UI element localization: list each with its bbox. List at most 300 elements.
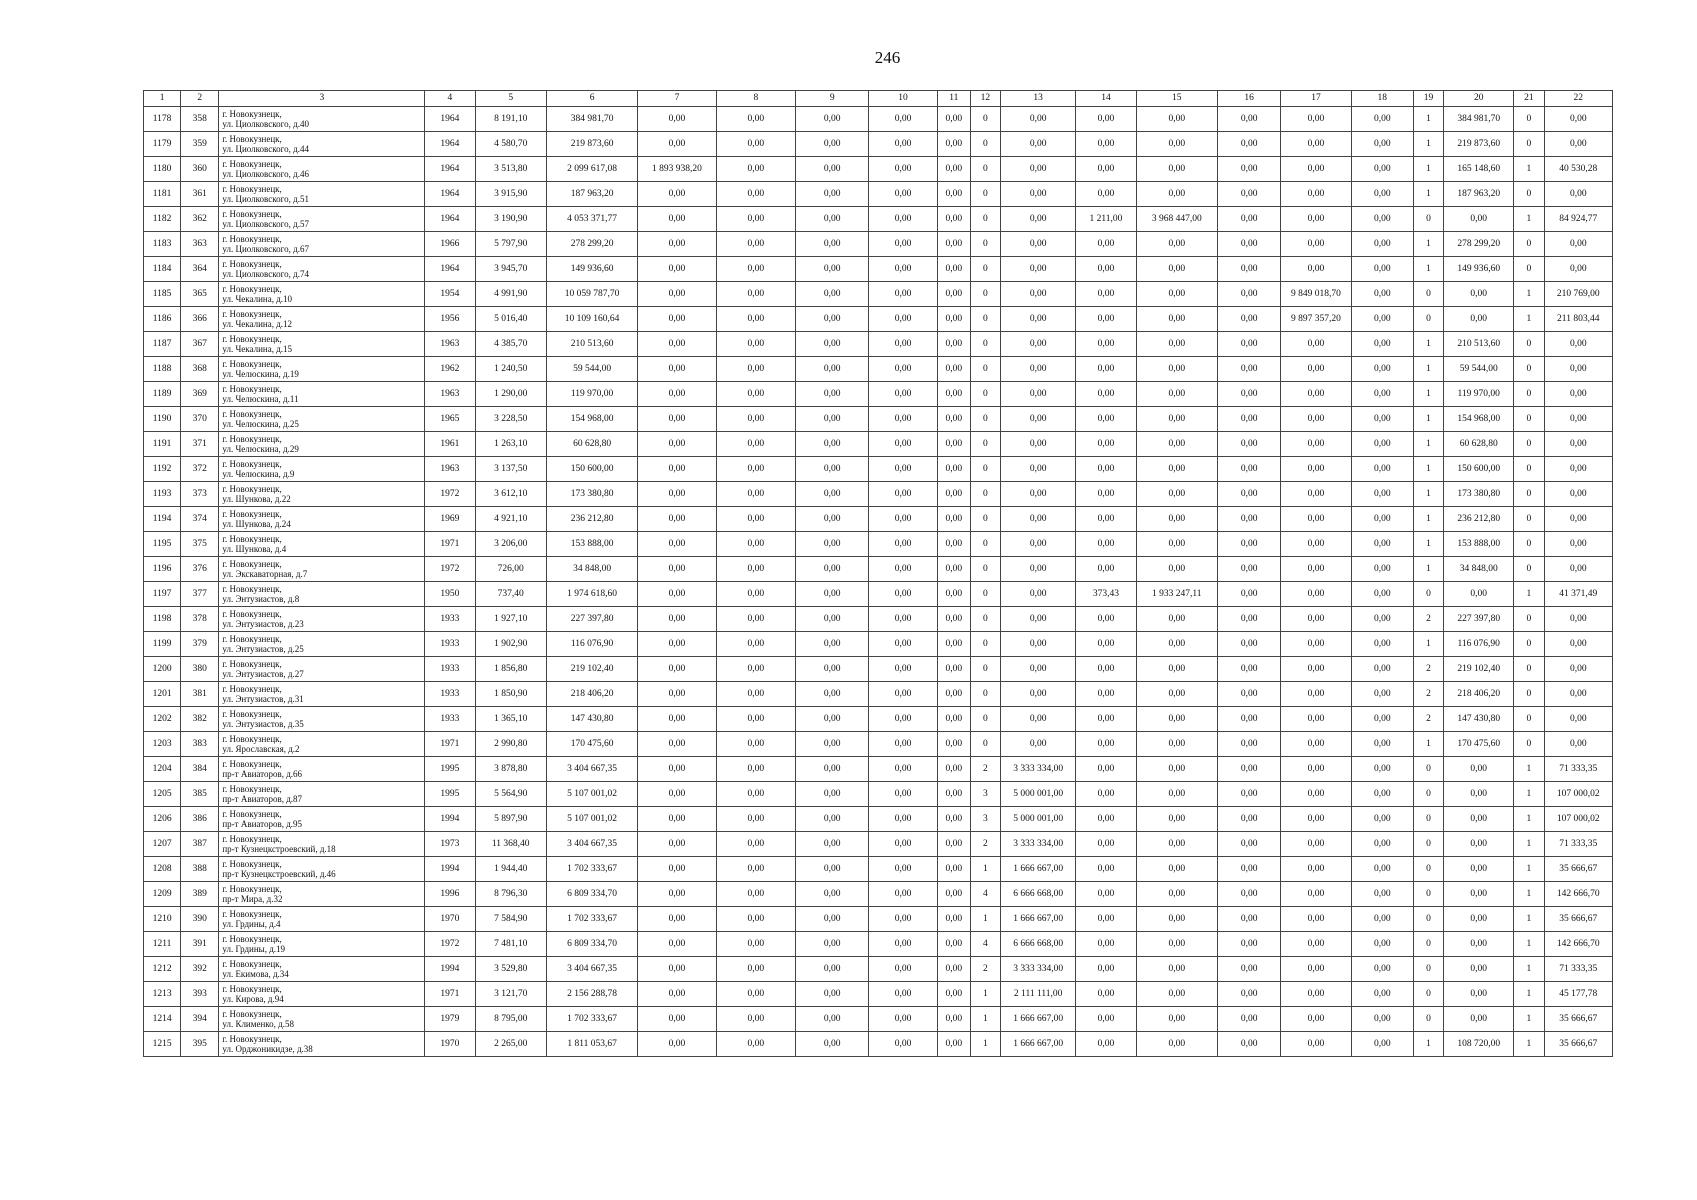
table-cell: 0,00 (1281, 132, 1351, 157)
address-line: ул. Энтузиастов, д.35 (222, 719, 304, 729)
address-line: г. Новокузнецк, (222, 284, 282, 294)
table-cell: 0,00 (1351, 682, 1413, 707)
table-cell: 0,00 (638, 1032, 716, 1057)
table-cell: 0,00 (1544, 182, 1613, 207)
table-row (144, 757, 1613, 782)
table-cell: 1954 (425, 282, 475, 307)
table-cell: 0 (970, 107, 1000, 132)
address-line: г. Новокузнецк, (222, 384, 282, 394)
table-cell: 1 (1413, 557, 1443, 582)
table-cell: 383 (181, 732, 219, 757)
table-cell: 0,00 (1217, 182, 1280, 207)
table-cell: 3 404 667,35 (546, 832, 637, 857)
table-cell: 1 (970, 857, 1000, 882)
table-cell: 0 (1413, 207, 1443, 232)
table-cell: 34 848,00 (1444, 557, 1514, 582)
address-line: ул. Экскаваторная, д.7 (222, 569, 308, 579)
table-cell: 0,00 (1076, 657, 1136, 682)
table-cell: 0,00 (1444, 282, 1514, 307)
table-cell: 0,00 (937, 607, 970, 632)
address-cell (219, 857, 425, 882)
table-cell: 116 076,90 (546, 632, 637, 657)
table-cell: 0,00 (1217, 357, 1280, 382)
table-cell: 0,00 (796, 857, 869, 882)
table-cell: 1182 (144, 207, 181, 232)
table-cell: 1192 (144, 457, 181, 482)
table-cell: 1972 (425, 482, 475, 507)
table-cell: 0,00 (937, 257, 970, 282)
table-cell: 0 (1413, 907, 1443, 932)
table-cell: 0,00 (1136, 682, 1217, 707)
table-cell: 0,00 (1544, 232, 1613, 257)
address-line: г. Новокузнецк, (222, 1034, 282, 1044)
table-cell: 119 970,00 (546, 382, 637, 407)
table-cell: 0,00 (796, 207, 869, 232)
table-cell: 0 (970, 182, 1000, 207)
address-cell (219, 432, 425, 457)
address-line: г. Новокузнецк, (222, 184, 282, 194)
table-cell: 236 212,80 (546, 507, 637, 532)
table-cell: 0,00 (716, 907, 795, 932)
table-cell: 45 177,78 (1544, 982, 1613, 1007)
table-cell: 0,00 (1281, 832, 1351, 857)
page-number: 246 (874, 48, 901, 67)
table-cell: 393 (181, 982, 219, 1007)
table-cell: 1205 (144, 782, 181, 807)
table-cell: 0,00 (1544, 607, 1613, 632)
table-cell: 0,00 (1281, 382, 1351, 407)
table-cell: 0,00 (1217, 232, 1280, 257)
table-cell: 1 (1514, 282, 1544, 307)
table-cell: 0,00 (716, 157, 795, 182)
table-cell: 0,00 (937, 907, 970, 932)
table-cell: 1 (1413, 432, 1443, 457)
table-cell: 0,00 (1351, 132, 1413, 157)
table-cell: 0 (1514, 257, 1544, 282)
table-cell: 0,00 (1281, 582, 1351, 607)
table-cell: 0,00 (1544, 557, 1613, 582)
table-cell: 0,00 (638, 932, 716, 957)
table-cell: 2 (1413, 607, 1443, 632)
table-cell: 9 849 018,70 (1281, 282, 1351, 307)
table-cell: 384 (181, 757, 219, 782)
address-line: г. Новокузнецк, (222, 984, 282, 994)
table-cell: 0,00 (638, 807, 716, 832)
address-line: г. Новокузнецк, (222, 309, 282, 319)
table-cell: 0,00 (1000, 507, 1075, 532)
table-cell: 0,00 (1000, 432, 1075, 457)
address-line: пр-т Авиаторов, д.66 (222, 769, 303, 779)
table-cell: 2 (1413, 682, 1443, 707)
table-cell: 3 333 334,00 (1000, 832, 1075, 857)
table-row (144, 957, 1613, 982)
table-cell: 227 397,80 (546, 607, 637, 632)
address-line: ул. Циолковского, д.46 (222, 169, 309, 179)
table-cell: 0,00 (716, 307, 795, 332)
address-cell (219, 307, 425, 332)
table-cell: 0,00 (937, 1007, 970, 1032)
address-line: г. Новокузнецк, (222, 684, 282, 694)
table-cell: 0,00 (716, 982, 795, 1007)
table-cell: 0,00 (1544, 507, 1613, 532)
table-cell: 1199 (144, 632, 181, 657)
table-cell: 0 (970, 382, 1000, 407)
table-cell: 371 (181, 432, 219, 457)
table-cell: 0,00 (1000, 357, 1075, 382)
table-cell: 0,00 (869, 457, 937, 482)
table-cell: 1996 (425, 882, 475, 907)
table-cell: 107 000,02 (1544, 807, 1613, 832)
table-row (144, 1032, 1613, 1057)
table-cell: 8 191,10 (475, 107, 546, 132)
table-cell: 0,00 (937, 857, 970, 882)
table-cell: 0,00 (1444, 1007, 1514, 1032)
table-cell: 0,00 (1281, 732, 1351, 757)
table-cell: 388 (181, 857, 219, 882)
table-cell: 170 475,60 (546, 732, 637, 757)
table-cell: 1 (1514, 907, 1544, 932)
address-line: ул. Орджоникидзе, д.38 (222, 1044, 313, 1054)
table-cell: 0 (1514, 232, 1544, 257)
table-cell: 364 (181, 257, 219, 282)
table-row (144, 782, 1613, 807)
column-header: 6 (546, 91, 637, 107)
table-cell: 0,00 (1544, 332, 1613, 357)
table-cell: 210 513,60 (546, 332, 637, 357)
address-line: г. Новокузнецк, (222, 559, 282, 569)
column-header: 1 (144, 91, 181, 107)
table-cell: 0,00 (716, 782, 795, 807)
table-cell: 0 (1514, 357, 1544, 382)
table-cell: 0,00 (1136, 107, 1217, 132)
table-cell: 368 (181, 357, 219, 382)
table-cell: 0,00 (1544, 432, 1613, 457)
table-cell: 0,00 (1217, 332, 1280, 357)
table-cell: 0,00 (1444, 307, 1514, 332)
address-cell (219, 107, 425, 132)
table-cell: 0,00 (1076, 107, 1136, 132)
column-header: 12 (970, 91, 1000, 107)
table-cell: 0,00 (1281, 657, 1351, 682)
column-header: 11 (937, 91, 970, 107)
table-cell: 1198 (144, 607, 181, 632)
address-line: г. Новокузнецк, (222, 834, 282, 844)
table-cell: 0,00 (1000, 532, 1075, 557)
table-cell: 34 848,00 (546, 557, 637, 582)
table-cell: 1 (1413, 257, 1443, 282)
address-cell (219, 632, 425, 657)
table-cell: 0,00 (1136, 732, 1217, 757)
address-line: пр-т Кузнецкстроевский, д.18 (222, 844, 336, 854)
table-cell: 0,00 (1076, 907, 1136, 932)
table-cell: 0 (1413, 932, 1443, 957)
table-row (144, 882, 1613, 907)
table-cell: 373,43 (1076, 582, 1136, 607)
table-cell: 59 544,00 (1444, 357, 1514, 382)
column-header: 14 (1076, 91, 1136, 107)
table-cell: 0,00 (796, 457, 869, 482)
table-cell: 0,00 (638, 582, 716, 607)
table-row (144, 557, 1613, 582)
table-cell: 1972 (425, 557, 475, 582)
table-cell: 0,00 (796, 507, 869, 532)
table-cell: 3 333 334,00 (1000, 757, 1075, 782)
table-cell: 4 580,70 (475, 132, 546, 157)
table-cell: 0,00 (1544, 407, 1613, 432)
table-cell: 0,00 (1076, 682, 1136, 707)
table-cell: 0,00 (638, 457, 716, 482)
table-cell: 0,00 (796, 132, 869, 157)
table-cell: 0 (1514, 507, 1544, 532)
table-cell: 381 (181, 682, 219, 707)
table-cell: 0,00 (1351, 1032, 1413, 1057)
table-cell: 35 666,67 (1544, 907, 1613, 932)
table-cell: 1 (1413, 157, 1443, 182)
table-cell: 0,00 (937, 482, 970, 507)
table-cell: 0,00 (1281, 957, 1351, 982)
table-cell: 5 107 001,02 (546, 807, 637, 832)
table-cell: 0,00 (638, 282, 716, 307)
table-cell: 1 (1514, 207, 1544, 232)
table-cell: 153 888,00 (546, 532, 637, 557)
table-cell: 0,00 (1544, 732, 1613, 757)
table-cell: 1963 (425, 332, 475, 357)
address-line: ул. Челюскина, д.19 (222, 369, 299, 379)
table-cell: 71 333,35 (1544, 757, 1613, 782)
table-cell: 1 (1413, 532, 1443, 557)
table-cell: 0 (1413, 832, 1443, 857)
table-cell: 0 (970, 682, 1000, 707)
column-header: 19 (1413, 91, 1443, 107)
table-cell: 0,00 (638, 657, 716, 682)
table-cell: 0,00 (1076, 432, 1136, 457)
table-cell: 0,00 (1544, 707, 1613, 732)
table-cell: 0,00 (1281, 507, 1351, 532)
table-cell: 0 (970, 457, 1000, 482)
table-cell: 1179 (144, 132, 181, 157)
table-cell: 0 (1413, 807, 1443, 832)
table-cell: 0,00 (716, 1007, 795, 1032)
table-cell: 737,40 (475, 582, 546, 607)
table-row (144, 482, 1613, 507)
table-cell: 0,00 (796, 232, 869, 257)
table-cell: 1193 (144, 482, 181, 507)
table-cell: 0,00 (796, 707, 869, 732)
table-cell: 1188 (144, 357, 181, 382)
table-cell: 0,00 (869, 132, 937, 157)
table-cell: 0,00 (1000, 382, 1075, 407)
table-cell: 107 000,02 (1544, 782, 1613, 807)
table-cell: 0,00 (869, 257, 937, 282)
address-line: г. Новокузнецк, (222, 1009, 282, 1019)
table-row (144, 307, 1613, 332)
table-cell: 1971 (425, 982, 475, 1007)
table-cell: 0,00 (1217, 657, 1280, 682)
table-cell: 2 (970, 832, 1000, 857)
table-cell: 0,00 (1136, 257, 1217, 282)
table-cell: 0,00 (638, 907, 716, 932)
table-cell: 1180 (144, 157, 181, 182)
table-cell: 365 (181, 282, 219, 307)
table-cell: 0,00 (937, 157, 970, 182)
table-cell: 0,00 (1000, 657, 1075, 682)
table-cell: 219 873,60 (546, 132, 637, 157)
table-body (144, 107, 1613, 1057)
table-cell: 0,00 (869, 807, 937, 832)
table-cell: 0,00 (1351, 257, 1413, 282)
table-cell: 0,00 (937, 132, 970, 157)
table-cell: 376 (181, 557, 219, 582)
table-cell: 0 (970, 557, 1000, 582)
table-cell: 0,00 (638, 757, 716, 782)
table-cell: 1 (1413, 407, 1443, 432)
table-cell: 0,00 (1217, 857, 1280, 882)
table-cell: 0,00 (1000, 632, 1075, 657)
table-cell: 0,00 (638, 832, 716, 857)
table-cell: 1 290,00 (475, 382, 546, 407)
table-cell: 1964 (425, 132, 475, 157)
table-cell: 0,00 (1544, 532, 1613, 557)
table-cell: 1994 (425, 957, 475, 982)
table-cell: 0,00 (1076, 932, 1136, 957)
table-cell: 108 720,00 (1444, 1032, 1514, 1057)
table-row (144, 257, 1613, 282)
table-cell: 0,00 (716, 507, 795, 532)
table-cell: 0,00 (1351, 882, 1413, 907)
address-cell (219, 207, 425, 232)
table-row (144, 932, 1613, 957)
table-cell: 0,00 (638, 782, 716, 807)
table-cell: 0,00 (1136, 632, 1217, 657)
address-line: г. Новокузнецк, (222, 709, 282, 719)
table-cell: 0,00 (869, 207, 937, 232)
table-cell: 0,00 (638, 632, 716, 657)
column-header: 10 (869, 91, 937, 107)
address-cell (219, 882, 425, 907)
table-cell: 0,00 (796, 157, 869, 182)
table-cell: 1 (1514, 582, 1544, 607)
table-cell: 219 102,40 (546, 657, 637, 682)
table-cell: 0,00 (1076, 407, 1136, 432)
table-cell: 0,00 (1351, 382, 1413, 407)
table-cell: 3 968 447,00 (1136, 207, 1217, 232)
table-cell: 0,00 (869, 232, 937, 257)
address-cell (219, 657, 425, 682)
table-cell: 0,00 (716, 257, 795, 282)
table-cell: 0,00 (869, 657, 937, 682)
address-line: г. Новокузнецк, (222, 584, 282, 594)
table-cell: 0,00 (638, 1007, 716, 1032)
table-cell: 0,00 (1136, 607, 1217, 632)
table-cell: 0 (1413, 957, 1443, 982)
address-cell (219, 532, 425, 557)
address-line: г. Новокузнецк, (222, 334, 282, 344)
table-cell: 0,00 (869, 1032, 937, 1057)
column-header: 7 (638, 91, 716, 107)
table-cell: 0,00 (796, 1032, 869, 1057)
table-cell: 0,00 (1136, 182, 1217, 207)
table-cell: 0,00 (1351, 232, 1413, 257)
table-cell: 0,00 (796, 882, 869, 907)
table-cell: 3 228,50 (475, 407, 546, 432)
table-cell: 379 (181, 632, 219, 657)
table-cell: 0,00 (1444, 907, 1514, 932)
table-row (144, 457, 1613, 482)
table-cell: 0,00 (1136, 557, 1217, 582)
table-cell: 0,00 (1544, 632, 1613, 657)
table-cell: 1 (1413, 332, 1443, 357)
address-line: ул. Кирова, д.94 (222, 994, 284, 1004)
table-cell: 1 (1514, 157, 1544, 182)
address-cell (219, 707, 425, 732)
table-cell: 0,00 (1351, 707, 1413, 732)
address-line: ул. Чекалина, д.10 (222, 294, 293, 304)
table-cell: 147 430,80 (546, 707, 637, 732)
table-cell: 1 (1514, 932, 1544, 957)
table-cell: 0 (970, 582, 1000, 607)
table-header-row (144, 91, 1613, 107)
table-cell: 0,00 (1281, 432, 1351, 457)
table-cell: 0 (1514, 532, 1544, 557)
table-cell: 0,00 (1444, 932, 1514, 957)
address-line: ул. Клименко, д.58 (222, 1019, 295, 1029)
table-cell: 3 206,00 (475, 532, 546, 557)
table-row (144, 832, 1613, 857)
address-cell (219, 1007, 425, 1032)
table-cell: 0,00 (1000, 107, 1075, 132)
table-cell: 361 (181, 182, 219, 207)
table-cell: 0,00 (869, 482, 937, 507)
table-cell: 142 666,70 (1544, 932, 1613, 957)
address-line: г. Новокузнецк, (222, 784, 282, 794)
table-cell: 0 (1514, 107, 1544, 132)
table-row (144, 607, 1613, 632)
table-cell: 1963 (425, 457, 475, 482)
table-cell: 0,00 (1351, 182, 1413, 207)
table-cell: 6 666 668,00 (1000, 882, 1075, 907)
table-cell: 0,00 (1217, 732, 1280, 757)
table-cell: 0,00 (1217, 132, 1280, 157)
table-cell: 0,00 (937, 807, 970, 832)
table-cell: 71 333,35 (1544, 832, 1613, 857)
address-line: ул. Чекалина, д.12 (222, 319, 293, 329)
table-cell: 0,00 (1076, 757, 1136, 782)
table-cell: 0,00 (1444, 807, 1514, 832)
table-cell: 0,00 (716, 807, 795, 832)
address-cell (219, 182, 425, 207)
table-cell: 0,00 (638, 532, 716, 557)
table-cell: 0,00 (1351, 207, 1413, 232)
table-cell: 0,00 (937, 557, 970, 582)
table-cell: 0 (970, 532, 1000, 557)
table-cell: 1 (1514, 882, 1544, 907)
table-cell: 0,00 (1444, 882, 1514, 907)
table-cell: 0,00 (1136, 357, 1217, 382)
table-cell: 0 (970, 282, 1000, 307)
table-cell: 5 107 001,02 (546, 782, 637, 807)
table-cell: 0,00 (1136, 857, 1217, 882)
table-cell: 0,00 (1281, 332, 1351, 357)
table-cell: 0,00 (796, 932, 869, 957)
table-cell: 0,00 (1351, 982, 1413, 1007)
table-cell: 0,00 (937, 707, 970, 732)
table-cell: 1210 (144, 907, 181, 932)
table-cell: 142 666,70 (1544, 882, 1613, 907)
address-line: г. Новокузнецк, (222, 609, 282, 619)
table-cell: 0,00 (1351, 782, 1413, 807)
table-cell: 0,00 (1281, 107, 1351, 132)
table-cell: 0,00 (1217, 1007, 1280, 1032)
